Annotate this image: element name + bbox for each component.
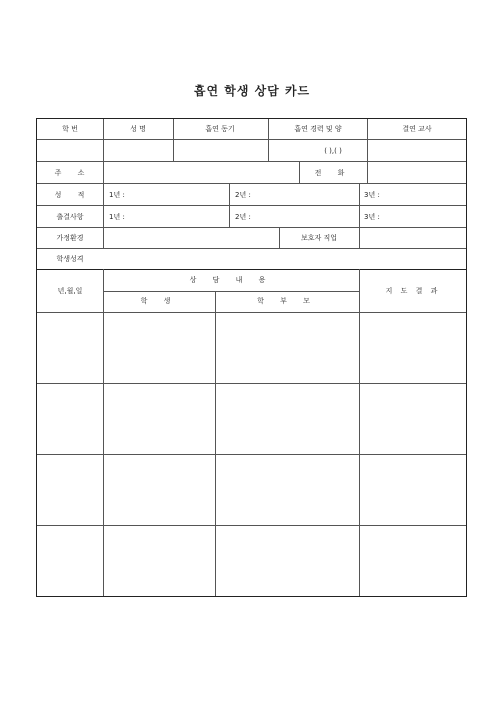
grades-label: 성 적 bbox=[54, 191, 92, 199]
mentor-teacher-label: 결연 교사 bbox=[402, 125, 432, 133]
date-label: 년,월,일 bbox=[57, 287, 83, 295]
family-label: 가정환경 bbox=[56, 234, 84, 242]
row-divider bbox=[37, 454, 466, 455]
col-divider bbox=[367, 119, 368, 183]
row-divider bbox=[37, 205, 466, 206]
col-divider bbox=[103, 269, 104, 596]
row-divider bbox=[37, 139, 466, 140]
smoking-motive-label: 흡연 동기 bbox=[205, 125, 235, 133]
row-divider bbox=[37, 183, 466, 184]
parent-column-label: 학 부 모 bbox=[257, 297, 317, 305]
attendance-year1: 1년 : bbox=[109, 213, 125, 221]
page-title: 흡연 학생 상담 카드 bbox=[193, 84, 311, 98]
attendance-year3: 3년 : bbox=[364, 213, 380, 221]
grades-year3: 3년 : bbox=[364, 191, 380, 199]
grades-year2: 2년 : bbox=[235, 191, 251, 199]
personality-label: 학생성격 bbox=[56, 255, 84, 263]
row-divider bbox=[37, 525, 466, 526]
row-divider bbox=[37, 248, 466, 249]
attendance-label: 출결사항 bbox=[56, 213, 84, 221]
name-label: 성 명 bbox=[130, 125, 146, 133]
row-divider bbox=[37, 161, 466, 162]
col-divider bbox=[299, 161, 300, 183]
phone-label: 전 화 bbox=[314, 169, 352, 177]
col-divider bbox=[359, 227, 360, 248]
col-divider bbox=[359, 269, 360, 596]
col-divider bbox=[215, 291, 216, 596]
row-divider bbox=[103, 291, 359, 292]
row-divider bbox=[37, 269, 466, 270]
counseling-card-form bbox=[36, 118, 467, 597]
guardian-job-label: 보호자 직업 bbox=[300, 234, 338, 242]
guidance-result-label: 지 도 결 과 bbox=[385, 287, 441, 295]
counsel-content-label: 상 담 내 용 bbox=[189, 276, 273, 284]
attendance-year2: 2년 : bbox=[235, 213, 251, 221]
col-divider bbox=[279, 227, 280, 248]
row-divider bbox=[37, 312, 466, 313]
row-divider bbox=[37, 383, 466, 384]
col-divider bbox=[103, 119, 104, 248]
col-divider bbox=[268, 119, 269, 161]
col-divider bbox=[229, 183, 230, 227]
student-column-label: 학 생 bbox=[140, 297, 178, 305]
grades-year1: 1년 : bbox=[109, 191, 125, 199]
smoking-history-label: 흡연 경력 및 양 bbox=[294, 125, 342, 133]
smoking-history-value: ( ),( ) bbox=[324, 147, 342, 155]
address-label: 주 소 bbox=[54, 169, 92, 177]
row-divider bbox=[37, 227, 466, 228]
col-divider bbox=[359, 183, 360, 227]
col-divider bbox=[173, 119, 174, 161]
student-number-label: 학 번 bbox=[62, 125, 78, 133]
